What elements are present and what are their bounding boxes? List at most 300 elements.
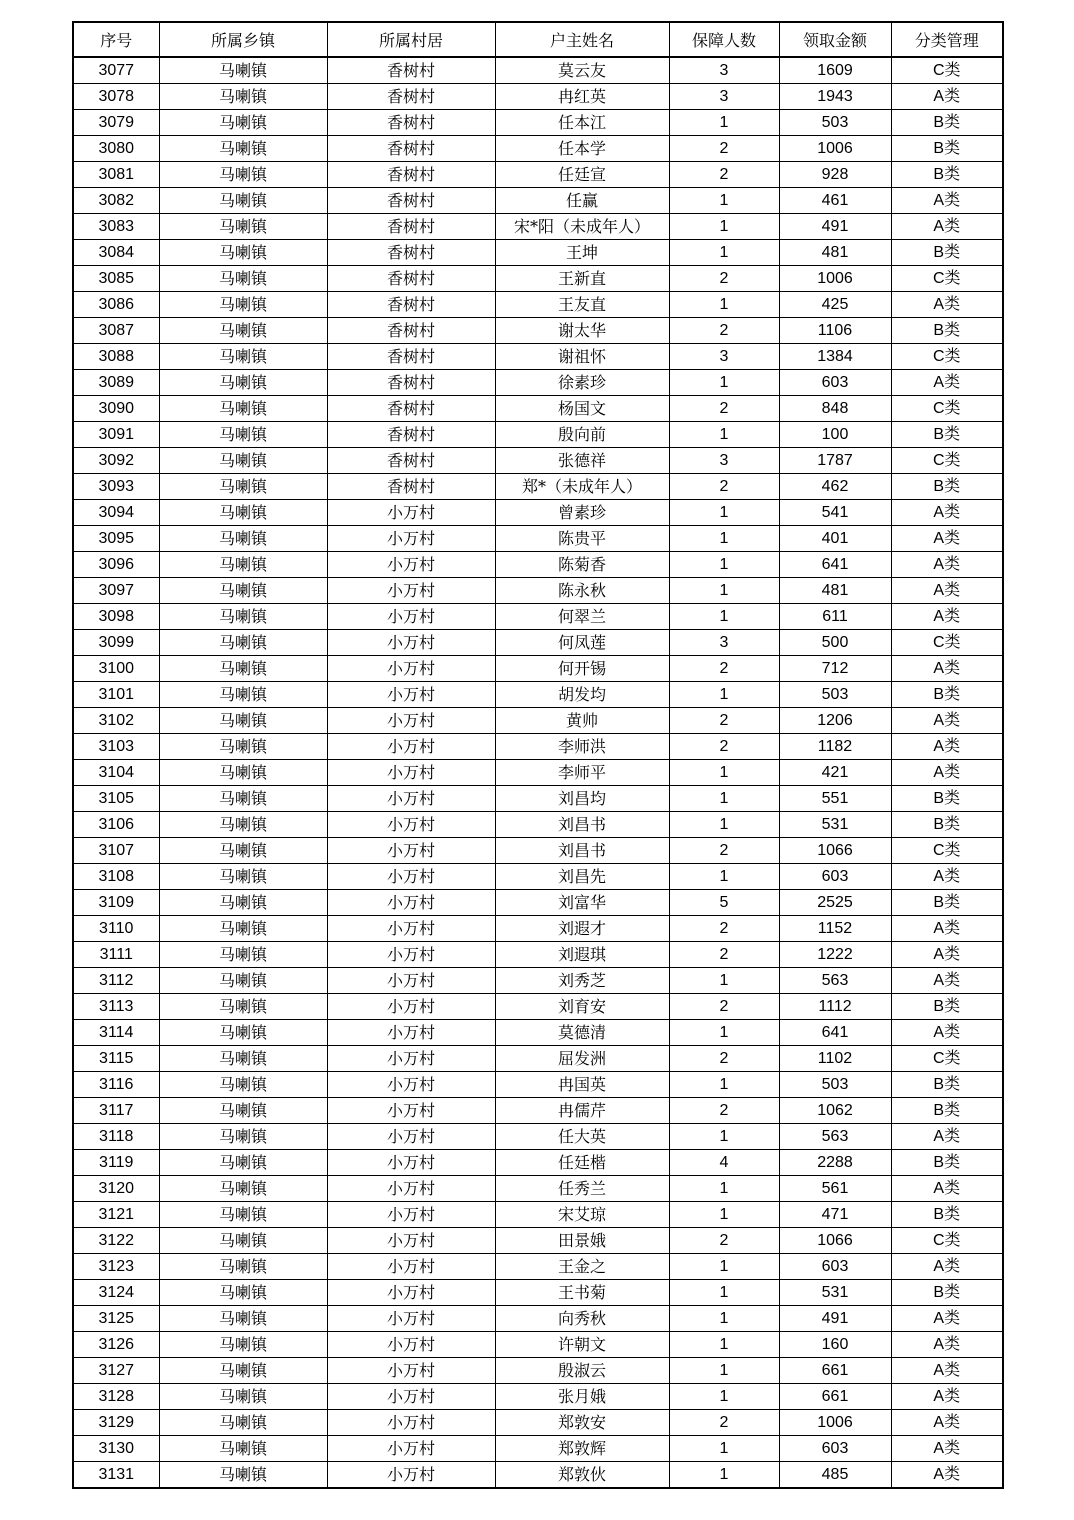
table-row (73, 682, 1003, 708)
amount-cell: 491 (779, 1306, 891, 1332)
table-row (73, 1280, 1003, 1306)
amount-cell: 1182 (779, 734, 891, 760)
col-header-village: 所属村居 (327, 22, 495, 57)
category-cell: C类 (891, 57, 1003, 84)
amount-cell: 503 (779, 1072, 891, 1098)
amount-cell: 500 (779, 630, 891, 656)
township-cell: 马喇镇 (159, 942, 327, 968)
village-cell: 香树村 (327, 110, 495, 136)
category-cell: A类 (891, 552, 1003, 578)
township-cell: 马喇镇 (159, 344, 327, 370)
village-cell: 小万村 (327, 1280, 495, 1306)
covered-persons-cell: 1 (669, 188, 779, 214)
table-row (73, 604, 1003, 630)
covered-persons-cell: 2 (669, 162, 779, 188)
category-cell: C类 (891, 1046, 1003, 1072)
serial-cell: 3127 (73, 1358, 159, 1384)
village-cell: 小万村 (327, 1384, 495, 1410)
township-cell: 马喇镇 (159, 422, 327, 448)
serial-cell: 3087 (73, 318, 159, 344)
category-cell: A类 (891, 1176, 1003, 1202)
household-head-cell: 王书菊 (495, 1280, 669, 1306)
covered-persons-cell: 1 (669, 1202, 779, 1228)
table-row (73, 1384, 1003, 1410)
amount-cell: 531 (779, 812, 891, 838)
col-header-township: 所属乡镇 (159, 22, 327, 57)
household-head-cell: 任秀兰 (495, 1176, 669, 1202)
table-row (73, 318, 1003, 344)
category-cell: B类 (891, 1098, 1003, 1124)
amount-cell: 661 (779, 1358, 891, 1384)
village-cell: 小万村 (327, 526, 495, 552)
table-row (73, 1332, 1003, 1358)
serial-cell: 3082 (73, 188, 159, 214)
category-cell: A类 (891, 292, 1003, 318)
amount-cell: 1106 (779, 318, 891, 344)
covered-persons-cell: 1 (669, 604, 779, 630)
table-row (73, 1228, 1003, 1254)
category-cell: A类 (891, 1384, 1003, 1410)
covered-persons-cell: 1 (669, 370, 779, 396)
household-head-cell: 谢祖怀 (495, 344, 669, 370)
village-cell: 香树村 (327, 162, 495, 188)
serial-cell: 3129 (73, 1410, 159, 1436)
township-cell: 马喇镇 (159, 1358, 327, 1384)
amount-cell: 641 (779, 552, 891, 578)
table-row (73, 994, 1003, 1020)
township-cell: 马喇镇 (159, 448, 327, 474)
village-cell: 小万村 (327, 760, 495, 786)
household-head-cell: 王坤 (495, 240, 669, 266)
amount-cell: 1206 (779, 708, 891, 734)
household-head-cell: 冉国英 (495, 1072, 669, 1098)
township-cell: 马喇镇 (159, 1046, 327, 1072)
amount-cell: 1787 (779, 448, 891, 474)
category-cell: B类 (891, 1280, 1003, 1306)
household-head-cell: 何开锡 (495, 656, 669, 682)
table-row (73, 552, 1003, 578)
category-cell: B类 (891, 1150, 1003, 1176)
village-cell: 小万村 (327, 1124, 495, 1150)
serial-cell: 3115 (73, 1046, 159, 1072)
township-cell: 马喇镇 (159, 396, 327, 422)
amount-cell: 641 (779, 1020, 891, 1046)
category-cell: A类 (891, 1020, 1003, 1046)
village-cell: 小万村 (327, 630, 495, 656)
township-cell: 马喇镇 (159, 292, 327, 318)
village-cell: 香树村 (327, 474, 495, 500)
amount-cell: 1222 (779, 942, 891, 968)
amount-cell: 611 (779, 604, 891, 630)
category-cell: C类 (891, 344, 1003, 370)
village-cell: 小万村 (327, 656, 495, 682)
household-head-cell: 任赢 (495, 188, 669, 214)
household-head-cell: 许朝文 (495, 1332, 669, 1358)
serial-cell: 3090 (73, 396, 159, 422)
village-cell: 小万村 (327, 812, 495, 838)
covered-persons-cell: 1 (669, 812, 779, 838)
amount-cell: 551 (779, 786, 891, 812)
table-row (73, 162, 1003, 188)
household-head-cell: 殷向前 (495, 422, 669, 448)
township-cell: 马喇镇 (159, 474, 327, 500)
serial-cell: 3107 (73, 838, 159, 864)
amount-cell: 503 (779, 110, 891, 136)
township-cell: 马喇镇 (159, 630, 327, 656)
category-cell: A类 (891, 760, 1003, 786)
amount-cell: 503 (779, 682, 891, 708)
col-header-serial: 序号 (73, 22, 159, 57)
covered-persons-cell: 1 (669, 1124, 779, 1150)
household-head-cell: 张月娥 (495, 1384, 669, 1410)
village-cell: 小万村 (327, 500, 495, 526)
village-cell: 小万村 (327, 1228, 495, 1254)
covered-persons-cell: 1 (669, 1332, 779, 1358)
township-cell: 马喇镇 (159, 1228, 327, 1254)
amount-cell: 1062 (779, 1098, 891, 1124)
serial-cell: 3114 (73, 1020, 159, 1046)
amount-cell: 603 (779, 864, 891, 890)
amount-cell: 421 (779, 760, 891, 786)
category-cell: C类 (891, 396, 1003, 422)
serial-cell: 3118 (73, 1124, 159, 1150)
village-cell: 香树村 (327, 240, 495, 266)
amount-cell: 563 (779, 1124, 891, 1150)
village-cell: 小万村 (327, 734, 495, 760)
serial-cell: 3078 (73, 84, 159, 110)
serial-cell: 3120 (73, 1176, 159, 1202)
category-cell: A类 (891, 916, 1003, 942)
table-row (73, 110, 1003, 136)
household-head-cell: 刘遐琪 (495, 942, 669, 968)
household-head-cell: 李师平 (495, 760, 669, 786)
table-row (73, 578, 1003, 604)
covered-persons-cell: 1 (669, 500, 779, 526)
serial-cell: 3093 (73, 474, 159, 500)
township-cell: 马喇镇 (159, 708, 327, 734)
village-cell: 小万村 (327, 552, 495, 578)
amount-cell: 462 (779, 474, 891, 500)
covered-persons-cell: 2 (669, 136, 779, 162)
township-cell: 马喇镇 (159, 682, 327, 708)
category-cell: B类 (891, 422, 1003, 448)
covered-persons-cell: 3 (669, 630, 779, 656)
category-cell: A类 (891, 656, 1003, 682)
covered-persons-cell: 2 (669, 734, 779, 760)
amount-cell: 712 (779, 656, 891, 682)
village-cell: 小万村 (327, 1332, 495, 1358)
village-cell: 香树村 (327, 370, 495, 396)
township-cell: 马喇镇 (159, 1306, 327, 1332)
serial-cell: 3112 (73, 968, 159, 994)
village-cell: 小万村 (327, 1358, 495, 1384)
amount-cell: 491 (779, 214, 891, 240)
amount-cell: 485 (779, 1462, 891, 1489)
amount-cell: 1006 (779, 266, 891, 292)
table-row (73, 1124, 1003, 1150)
household-head-cell: 任廷楷 (495, 1150, 669, 1176)
village-cell: 小万村 (327, 604, 495, 630)
household-head-cell: 刘遐才 (495, 916, 669, 942)
covered-persons-cell: 2 (669, 1098, 779, 1124)
table-row (73, 864, 1003, 890)
covered-persons-cell: 2 (669, 396, 779, 422)
household-head-cell: 郑敦伙 (495, 1462, 669, 1489)
table-row (73, 344, 1003, 370)
village-cell: 小万村 (327, 942, 495, 968)
serial-cell: 3100 (73, 656, 159, 682)
township-cell: 马喇镇 (159, 266, 327, 292)
table-row (73, 266, 1003, 292)
covered-persons-cell: 1 (669, 1254, 779, 1280)
amount-cell: 2288 (779, 1150, 891, 1176)
village-cell: 小万村 (327, 1072, 495, 1098)
township-cell: 马喇镇 (159, 578, 327, 604)
village-cell: 小万村 (327, 838, 495, 864)
covered-persons-cell: 1 (669, 968, 779, 994)
household-head-cell: 任本江 (495, 110, 669, 136)
table-row (73, 1098, 1003, 1124)
col-header-covered-persons: 保障人数 (669, 22, 779, 57)
covered-persons-cell: 3 (669, 448, 779, 474)
village-cell: 小万村 (327, 994, 495, 1020)
household-head-cell: 任本学 (495, 136, 669, 162)
village-cell: 香树村 (327, 214, 495, 240)
covered-persons-cell: 1 (669, 578, 779, 604)
household-head-cell: 胡发均 (495, 682, 669, 708)
covered-persons-cell: 1 (669, 1384, 779, 1410)
category-cell: A类 (891, 188, 1003, 214)
township-cell: 马喇镇 (159, 370, 327, 396)
table-row (73, 656, 1003, 682)
village-cell: 小万村 (327, 1020, 495, 1046)
covered-persons-cell: 1 (669, 682, 779, 708)
table-row (73, 292, 1003, 318)
village-cell: 香树村 (327, 422, 495, 448)
serial-cell: 3097 (73, 578, 159, 604)
village-cell: 小万村 (327, 708, 495, 734)
covered-persons-cell: 1 (669, 240, 779, 266)
category-cell: A类 (891, 500, 1003, 526)
amount-cell: 603 (779, 1436, 891, 1462)
village-cell: 香树村 (327, 136, 495, 162)
covered-persons-cell: 2 (669, 708, 779, 734)
category-cell: A类 (891, 1124, 1003, 1150)
household-head-cell: 徐素珍 (495, 370, 669, 396)
header-row (73, 22, 1003, 57)
township-cell: 马喇镇 (159, 1462, 327, 1489)
covered-persons-cell: 3 (669, 84, 779, 110)
category-cell: B类 (891, 1202, 1003, 1228)
township-cell: 马喇镇 (159, 552, 327, 578)
table-row (73, 1462, 1003, 1489)
serial-cell: 3116 (73, 1072, 159, 1098)
village-cell: 香树村 (327, 318, 495, 344)
serial-cell: 3111 (73, 942, 159, 968)
household-head-cell: 刘富华 (495, 890, 669, 916)
household-head-cell: 任大英 (495, 1124, 669, 1150)
covered-persons-cell: 2 (669, 318, 779, 344)
table-row (73, 136, 1003, 162)
serial-cell: 3131 (73, 1462, 159, 1489)
serial-cell: 3086 (73, 292, 159, 318)
serial-cell: 3077 (73, 57, 159, 84)
township-cell: 马喇镇 (159, 838, 327, 864)
amount-cell: 1112 (779, 994, 891, 1020)
serial-cell: 3101 (73, 682, 159, 708)
serial-cell: 3085 (73, 266, 159, 292)
category-cell: A类 (891, 370, 1003, 396)
table-row (73, 57, 1003, 84)
serial-cell: 3108 (73, 864, 159, 890)
covered-persons-cell: 1 (669, 760, 779, 786)
household-head-cell: 冉儒芹 (495, 1098, 669, 1124)
household-head-cell: 莫德清 (495, 1020, 669, 1046)
household-head-cell: 陈贵平 (495, 526, 669, 552)
village-cell: 小万村 (327, 682, 495, 708)
table-row (73, 1046, 1003, 1072)
covered-persons-cell: 1 (669, 1306, 779, 1332)
table-row (73, 760, 1003, 786)
category-cell: B类 (891, 786, 1003, 812)
serial-cell: 3123 (73, 1254, 159, 1280)
village-cell: 小万村 (327, 1254, 495, 1280)
township-cell: 马喇镇 (159, 1280, 327, 1306)
household-head-cell: 刘育安 (495, 994, 669, 1020)
township-cell: 马喇镇 (159, 968, 327, 994)
village-cell: 小万村 (327, 864, 495, 890)
household-head-cell: 刘昌书 (495, 838, 669, 864)
township-cell: 马喇镇 (159, 1436, 327, 1462)
household-head-cell: 何翠兰 (495, 604, 669, 630)
township-cell: 马喇镇 (159, 786, 327, 812)
household-head-cell: 郑敦辉 (495, 1436, 669, 1462)
category-cell: C类 (891, 630, 1003, 656)
covered-persons-cell: 1 (669, 214, 779, 240)
covered-persons-cell: 1 (669, 1072, 779, 1098)
covered-persons-cell: 4 (669, 1150, 779, 1176)
category-cell: B类 (891, 890, 1003, 916)
serial-cell: 3096 (73, 552, 159, 578)
covered-persons-cell: 2 (669, 916, 779, 942)
covered-persons-cell: 2 (669, 266, 779, 292)
serial-cell: 3088 (73, 344, 159, 370)
township-cell: 马喇镇 (159, 214, 327, 240)
household-head-cell: 刘昌书 (495, 812, 669, 838)
household-head-cell: 郑*（未成年人） (495, 474, 669, 500)
table-row (73, 708, 1003, 734)
amount-cell: 1066 (779, 1228, 891, 1254)
serial-cell: 3125 (73, 1306, 159, 1332)
amount-cell: 531 (779, 1280, 891, 1306)
serial-cell: 3128 (73, 1384, 159, 1410)
covered-persons-cell: 2 (669, 1046, 779, 1072)
covered-persons-cell: 1 (669, 1020, 779, 1046)
township-cell: 马喇镇 (159, 1410, 327, 1436)
township-cell: 马喇镇 (159, 760, 327, 786)
table-row (73, 630, 1003, 656)
category-cell: A类 (891, 1306, 1003, 1332)
table-body (73, 57, 1003, 1488)
township-cell: 马喇镇 (159, 1332, 327, 1358)
table-row (73, 500, 1003, 526)
category-cell: A类 (891, 734, 1003, 760)
category-cell: A类 (891, 1436, 1003, 1462)
amount-cell: 541 (779, 500, 891, 526)
serial-cell: 3099 (73, 630, 159, 656)
category-cell: B类 (891, 136, 1003, 162)
village-cell: 小万村 (327, 890, 495, 916)
township-cell: 马喇镇 (159, 162, 327, 188)
category-cell: C类 (891, 838, 1003, 864)
serial-cell: 3113 (73, 994, 159, 1020)
covered-persons-cell: 2 (669, 1228, 779, 1254)
township-cell: 马喇镇 (159, 656, 327, 682)
covered-persons-cell: 2 (669, 942, 779, 968)
household-head-cell: 任廷宣 (495, 162, 669, 188)
table-row (73, 1436, 1003, 1462)
amount-cell: 461 (779, 188, 891, 214)
table-row (73, 448, 1003, 474)
category-cell: A类 (891, 1254, 1003, 1280)
village-cell: 小万村 (327, 916, 495, 942)
village-cell: 香树村 (327, 396, 495, 422)
village-cell: 香树村 (327, 188, 495, 214)
table-row (73, 240, 1003, 266)
household-head-cell: 何凤莲 (495, 630, 669, 656)
amount-cell: 1006 (779, 136, 891, 162)
category-cell: B类 (891, 318, 1003, 344)
category-cell: B类 (891, 682, 1003, 708)
household-head-cell: 刘秀芝 (495, 968, 669, 994)
category-cell: A类 (891, 604, 1003, 630)
amount-cell: 160 (779, 1332, 891, 1358)
serial-cell: 3091 (73, 422, 159, 448)
township-cell: 马喇镇 (159, 84, 327, 110)
village-cell: 小万村 (327, 1436, 495, 1462)
amount-cell: 481 (779, 578, 891, 604)
serial-cell: 3117 (73, 1098, 159, 1124)
village-cell: 小万村 (327, 1098, 495, 1124)
col-header-household-head: 户主姓名 (495, 22, 669, 57)
table-row (73, 968, 1003, 994)
covered-persons-cell: 1 (669, 1436, 779, 1462)
household-head-cell: 王金之 (495, 1254, 669, 1280)
category-cell: B类 (891, 474, 1003, 500)
household-head-cell: 刘昌均 (495, 786, 669, 812)
covered-persons-cell: 1 (669, 526, 779, 552)
table-row (73, 1202, 1003, 1228)
amount-cell: 928 (779, 162, 891, 188)
category-cell: B类 (891, 812, 1003, 838)
category-cell: A类 (891, 526, 1003, 552)
category-cell: A类 (891, 942, 1003, 968)
covered-persons-cell: 1 (669, 552, 779, 578)
serial-cell: 3092 (73, 448, 159, 474)
table-row (73, 1020, 1003, 1046)
township-cell: 马喇镇 (159, 188, 327, 214)
table-row (73, 526, 1003, 552)
township-cell: 马喇镇 (159, 136, 327, 162)
township-cell: 马喇镇 (159, 57, 327, 84)
household-head-cell: 宋艾琼 (495, 1202, 669, 1228)
household-head-cell: 向秀秋 (495, 1306, 669, 1332)
village-cell: 小万村 (327, 1462, 495, 1489)
household-head-cell: 郑敦安 (495, 1410, 669, 1436)
serial-cell: 3089 (73, 370, 159, 396)
household-head-cell: 冉红英 (495, 84, 669, 110)
table-row (73, 396, 1003, 422)
